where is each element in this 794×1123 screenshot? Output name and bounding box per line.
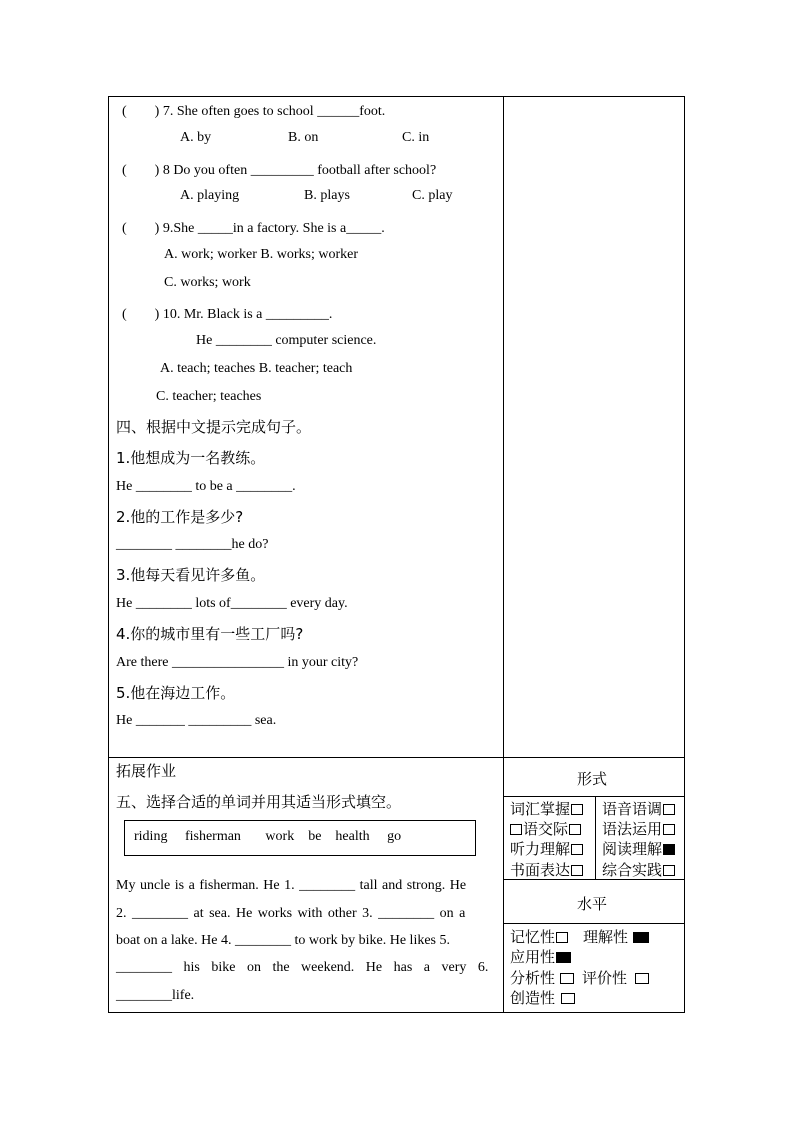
s4-item4-cn: 4.你的城市里有一些工厂吗? bbox=[116, 625, 304, 643]
level-creativity: 创造性 bbox=[510, 987, 575, 1008]
table-border-top bbox=[108, 96, 685, 97]
s4-item5-cn: 5.他在海边工作。 bbox=[116, 684, 236, 702]
form-header: 形式 bbox=[577, 770, 608, 788]
checkbox-prefix-icon[interactable] bbox=[510, 824, 522, 835]
table-border-right bbox=[684, 96, 685, 1013]
q8-option-a: A. playing bbox=[180, 188, 240, 203]
form-item-listening: 听力理解 bbox=[510, 838, 583, 859]
q7-stem: ( ) 7. She often goes to school ______foot. bbox=[122, 104, 386, 119]
checkbox-practice-icon[interactable] bbox=[663, 865, 675, 876]
checkbox-memory-icon[interactable] bbox=[556, 932, 568, 943]
q10-line2: He ________ computer science. bbox=[196, 333, 377, 348]
form-item-communication: 语交际 bbox=[510, 818, 581, 839]
level-analysis: 分析性 bbox=[510, 967, 574, 988]
s4-item1-en: He ________ to be a ________. bbox=[116, 479, 296, 494]
checkbox-analysis-icon[interactable] bbox=[560, 973, 574, 984]
passage-line-1: My uncle is a fisherman. He 1. ________ tall and strong. He bbox=[116, 878, 467, 893]
q7-option-b: B. on bbox=[288, 130, 319, 145]
q8-option-c: C. play bbox=[412, 188, 453, 203]
passage-line-5: ________life. bbox=[116, 988, 195, 1003]
level-header-divider bbox=[503, 923, 685, 924]
section4-title: 四、根据中文提示完成句子。 bbox=[116, 418, 312, 436]
s4-item4-en: Are there ________________ in your city? bbox=[116, 655, 359, 670]
checkbox-listening-icon[interactable] bbox=[571, 844, 583, 855]
form-checkbox-col-divider bbox=[595, 796, 596, 879]
checkbox-reading-icon[interactable] bbox=[663, 844, 675, 855]
form-item-practice: 综合实践 bbox=[602, 859, 675, 880]
row-divider bbox=[108, 757, 685, 758]
level-memory: 记忆性 bbox=[510, 926, 568, 947]
checkbox-grammar-icon[interactable] bbox=[663, 824, 675, 835]
s4-item2-en: ________ ________he do? bbox=[116, 537, 269, 552]
column-divider bbox=[503, 96, 504, 1013]
checkbox-creativity-icon[interactable] bbox=[561, 993, 575, 1004]
q9-option-c: C. works; work bbox=[164, 275, 251, 290]
checkbox-pronunciation-icon[interactable] bbox=[663, 804, 675, 815]
checkbox-evaluation-icon[interactable] bbox=[635, 973, 649, 984]
level-understanding: 理解性 bbox=[583, 926, 649, 947]
q7-option-a: A. by bbox=[180, 130, 212, 145]
q10-stem: ( ) 10. Mr. Black is a _________. bbox=[122, 307, 333, 322]
s4-item3-cn: 3.他每天看见许多鱼。 bbox=[116, 566, 266, 584]
form-item-reading: 阅读理解 bbox=[602, 838, 675, 859]
checkbox-understanding-icon[interactable] bbox=[633, 932, 649, 943]
s4-item3-en: He ________ lots of________ every day. bbox=[116, 596, 348, 611]
level-header: 水平 bbox=[577, 895, 608, 913]
checkbox-vocab-icon[interactable] bbox=[571, 804, 583, 815]
form-header-divider bbox=[503, 796, 685, 797]
level-evaluation: 评价性 bbox=[582, 967, 649, 988]
q9-stem: ( ) 9.She _____in a factory. She is a_____. bbox=[122, 221, 385, 236]
extension-label: 拓展作业 bbox=[116, 762, 177, 780]
form-item-grammar: 语法运用 bbox=[602, 818, 675, 839]
form-item-pronunciation: 语音语调 bbox=[602, 798, 675, 819]
form-item-writing: 书面表达 bbox=[510, 859, 583, 880]
passage-line-3: boat on a lake. He 4. ________ to work by bike. He likes 5. bbox=[116, 933, 450, 948]
passage-line-2: 2. ________ at sea. He works with other 3. ________ on a bbox=[116, 906, 466, 921]
passage-line-4: ________ his bike on the weekend. He has a very 6. bbox=[116, 960, 489, 975]
checkbox-writing-icon[interactable] bbox=[571, 865, 583, 876]
q7-option-c: C. in bbox=[402, 130, 430, 145]
word-bank: riding fisherman work be health go bbox=[134, 829, 402, 844]
s4-item5-en: He _______ _________ sea. bbox=[116, 713, 277, 728]
section5-title: 五、选择合适的单词并用其适当形式填空。 bbox=[116, 793, 402, 811]
q9-options-ab: A. work; worker B. works; worker bbox=[164, 247, 359, 262]
level-application: 应用性 bbox=[510, 946, 571, 967]
checkbox-application-icon[interactable] bbox=[556, 952, 571, 963]
s4-item2-cn: 2.他的工作是多少? bbox=[116, 508, 244, 526]
checkbox-communication-icon[interactable] bbox=[569, 824, 581, 835]
q8-option-b: B. plays bbox=[304, 188, 350, 203]
s4-item1-cn: 1.他想成为一名教练。 bbox=[116, 449, 266, 467]
q8-stem: ( ) 8 Do you often _________ football after school? bbox=[122, 163, 437, 178]
form-item-vocab: 词汇掌握 bbox=[510, 798, 583, 819]
table-border-bottom bbox=[108, 1012, 685, 1013]
q10-options-ab: A. teach; teaches B. teacher; teach bbox=[160, 361, 353, 376]
table-border-left bbox=[108, 96, 109, 1013]
q10-option-c: C. teacher; teaches bbox=[156, 389, 262, 404]
